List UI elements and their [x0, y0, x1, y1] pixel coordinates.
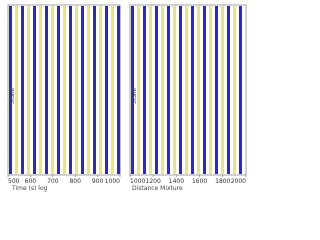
right-x-ticks: [130, 175, 246, 185]
stripe: [51, 6, 54, 174]
stripe: [140, 6, 143, 174]
stripe: [99, 6, 102, 174]
stripe: [227, 6, 230, 174]
stripe: [155, 6, 158, 174]
stripe: [170, 6, 173, 174]
stripe: [200, 6, 203, 174]
stripe: [60, 6, 63, 174]
right-x-axis-label: Distance Mixture: [132, 185, 183, 192]
stripe: [191, 6, 194, 174]
x-tick-label: 700: [47, 178, 59, 185]
stripe: [206, 6, 209, 174]
x-tick-label: 1000: [130, 178, 146, 185]
stripe: [18, 6, 21, 174]
stripe: [42, 6, 45, 174]
stripe: [78, 6, 81, 174]
stripe: [221, 6, 224, 174]
stripe: [164, 6, 167, 174]
right-y-axis-label: Scale: [131, 87, 138, 105]
stripe: [149, 6, 152, 174]
stripe: [188, 6, 191, 174]
stripe: [111, 6, 114, 174]
right-stripes: [131, 6, 245, 174]
stripe: [146, 6, 149, 174]
right-panel: [130, 5, 246, 192]
stripe: [230, 6, 233, 174]
stripe: [48, 6, 51, 174]
stripe: [24, 6, 27, 174]
stripe: [212, 6, 215, 174]
stripe: [21, 6, 24, 174]
stripe: [194, 6, 197, 174]
stripe: [143, 6, 146, 174]
stripe: [69, 6, 72, 174]
x-tick-label: 600: [24, 178, 37, 185]
x-tick-label: 1000: [104, 178, 120, 185]
stripe: [239, 6, 242, 174]
x-tick-label: 1200: [145, 178, 161, 185]
stripe: [173, 6, 176, 174]
stripe: [36, 6, 39, 174]
stripe: [152, 6, 155, 174]
stripe: [233, 6, 236, 174]
stripe: [185, 6, 188, 174]
stripe: [45, 6, 48, 174]
stripe: [117, 6, 120, 174]
stripe: [39, 6, 42, 174]
stripe: [197, 6, 200, 174]
left-stripes: [9, 6, 120, 174]
stripe: [108, 6, 111, 174]
left-y-axis-label: Scale: [9, 87, 16, 105]
x-tick-label: 900: [91, 178, 104, 185]
stripe: [90, 6, 93, 174]
stripe: [236, 6, 239, 174]
stripe: [105, 6, 108, 174]
stripe: [182, 6, 185, 174]
left-panel: [8, 5, 120, 192]
stripe: [66, 6, 69, 174]
stripe: [114, 6, 117, 174]
left-x-axis-label: Time (s) log: [12, 185, 48, 192]
left-x-ticks: [8, 175, 120, 185]
x-tick-label: 1600: [191, 178, 208, 185]
stripe: [158, 6, 161, 174]
stripe: [203, 6, 206, 174]
x-tick-label: 1800: [215, 178, 231, 185]
stripe: [84, 6, 87, 174]
stripe: [242, 6, 245, 174]
stripe: [102, 6, 105, 174]
stripe: [218, 6, 221, 174]
stripe: [75, 6, 78, 174]
x-tick-label: 800: [69, 178, 81, 185]
stripe: [57, 6, 60, 174]
stripe: [87, 6, 90, 174]
stripe: [27, 6, 30, 174]
x-tick-label: 2000: [230, 178, 246, 185]
x-tick-label: 1400: [168, 178, 185, 185]
stripe: [224, 6, 227, 174]
stripe: [96, 6, 99, 174]
stripe: [54, 6, 57, 174]
stripe: [63, 6, 66, 174]
stripe: [81, 6, 84, 174]
stripe: [161, 6, 164, 174]
stripe: [179, 6, 182, 174]
x-tick-label: 500: [8, 178, 20, 185]
stripe: [167, 6, 170, 174]
stripe: [215, 6, 218, 174]
stripe: [72, 6, 75, 174]
stripe: [93, 6, 96, 174]
stripe: [33, 6, 36, 174]
stripe: [209, 6, 212, 174]
stripe: [30, 6, 33, 174]
stripe: [176, 6, 179, 174]
